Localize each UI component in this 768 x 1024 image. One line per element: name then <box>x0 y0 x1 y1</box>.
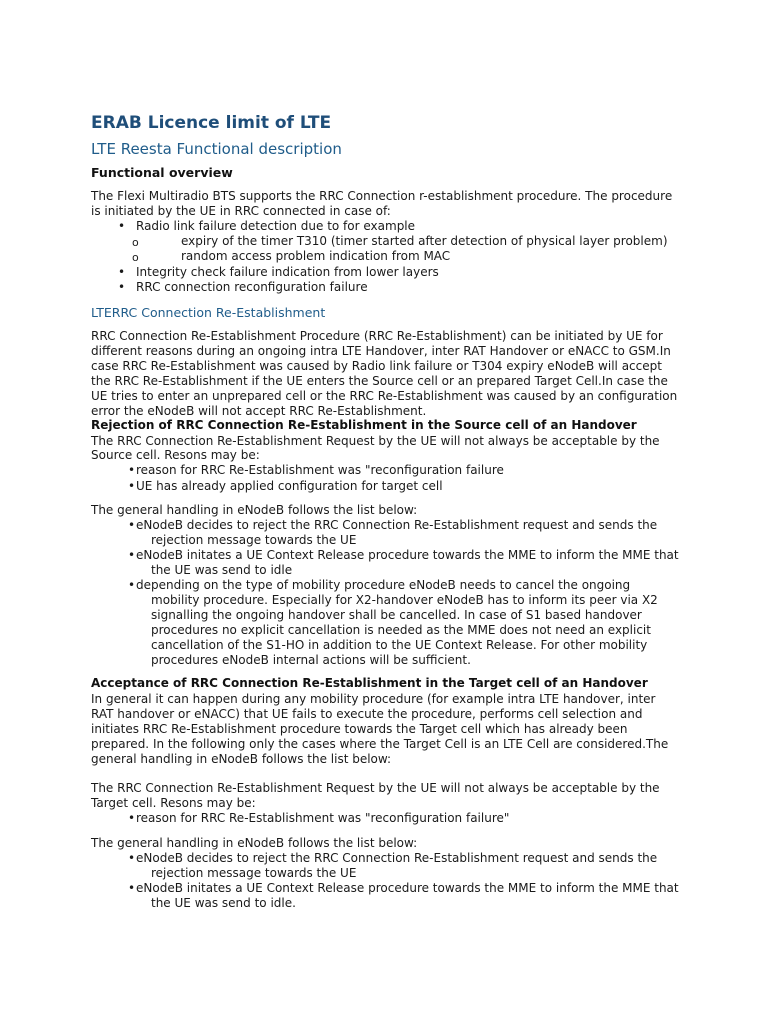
list-item: Radio link failure detection due to for example <box>136 219 416 233</box>
paragraph-line: RRC Connection Re-Establishment Procedure (RRC Re-Establishment) can be initiated by UE for <box>91 329 663 343</box>
list-item-continuation: signalling the ongoing handover shall be cancelled. In case of S1 based handover <box>151 608 642 622</box>
list-item: reason for RRC Re-Establishment was "reconfiguration failure <box>136 463 504 477</box>
paragraph-line: Source cell. Resons may be: <box>91 448 260 462</box>
list-item-continuation: the UE was send to idle <box>151 563 293 577</box>
list-item: depending on the type of mobility procedure eNodeB needs to cancel the ongoing <box>136 578 631 592</box>
bullet-icon: • <box>118 219 126 233</box>
paragraph-line: In general it can happen during any mobility procedure (for example intra LTE handover, inter <box>91 692 656 706</box>
section-heading-acceptance: Acceptance of RRC Connection Re-Establishment in the Target cell of an Handover <box>91 676 648 690</box>
bullet-icon: • <box>128 463 136 477</box>
page-subtitle: LTE Reesta Functional description <box>91 140 342 158</box>
paragraph-line: is initiated by the UE in RRC connected in case of: <box>91 204 391 218</box>
list-item: RRC connection reconfiguration failure <box>136 280 368 294</box>
paragraph-line: the RRC Re-Establishment if the UE enters the Source cell or an prepared Target Cell.In case the <box>91 374 668 388</box>
list-item: eNodeB decides to reject the RRC Connection Re-Establishment request and sends the <box>136 518 658 532</box>
list-item-continuation: procedures no explicit cancellation is needed as the MME does not need an explicit <box>151 623 651 637</box>
paragraph-line: The RRC Connection Re-Establishment Request by the UE will not always be acceptable by the <box>91 434 660 448</box>
bullet-icon: • <box>128 578 136 592</box>
list-item: expiry of the timer T310 (timer started after detection of physical layer problem) <box>181 234 668 248</box>
list-item-continuation: the UE was send to idle. <box>151 896 296 910</box>
paragraph-line: error the eNodeB will not accept RRC Re-Establishment. <box>91 404 427 418</box>
paragraph-line: initiates RRC Re-Establishment procedure towards the Target cell which has already been <box>91 722 628 736</box>
paragraph-line: The general handling in eNodeB follows the list below: <box>91 836 418 850</box>
paragraph-line: Target cell. Resons may be: <box>91 796 256 810</box>
bullet-icon: • <box>128 811 136 825</box>
bullet-icon: • <box>118 280 126 294</box>
list-item: eNodeB initates a UE Context Release procedure towards the MME to inform the MME that <box>136 548 679 562</box>
list-item-continuation: cancellation of the S1-HO in addition to the UE Context Release. For other mobility <box>151 638 648 652</box>
bullet-icon: • <box>118 265 126 279</box>
paragraph-line: UE tries to enter an unprepared cell or the RRC Re-Establishment was caused by an configuration <box>91 389 678 403</box>
bullet-icon: • <box>128 881 136 895</box>
bullet-icon: • <box>128 548 136 562</box>
list-item-continuation: rejection message towards the UE <box>151 533 357 547</box>
paragraph-line: The RRC Connection Re-Establishment Request by the UE will not always be acceptable by the <box>91 781 660 795</box>
circle-bullet-icon: o <box>132 236 139 249</box>
paragraph-line: different reasons during an ongoing intra LTE Handover, inter RAT Handover or eNACC to GSM.In <box>91 344 671 358</box>
paragraph-line: The general handling in eNodeB follows the list below: <box>91 503 418 517</box>
paragraph-line: RAT handover or eNACC) that UE fails to execute the procedure, performs cell selection and <box>91 707 643 721</box>
section-heading-rejection: Rejection of RRC Connection Re-Establishment in the Source cell of an Handover <box>91 418 637 432</box>
list-item: eNodeB initates a UE Context Release procedure towards the MME to inform the MME that <box>136 881 679 895</box>
list-item: Integrity check failure indication from lower layers <box>136 265 439 279</box>
paragraph-line: The Flexi Multiradio BTS supports the RRC Connection r-establishment procedure. The procedure <box>91 189 673 203</box>
list-item: random access problem indication from MAC <box>181 249 451 263</box>
section-heading-functional-overview: Functional overview <box>91 165 233 180</box>
section-heading-lterrc: LTERRC Connection Re-Establishment <box>91 305 326 320</box>
paragraph-line: prepared. In the following only the cases where the Target Cell is an LTE Cell are considered.The <box>91 737 669 751</box>
bullet-icon: • <box>128 851 136 865</box>
list-item: eNodeB decides to reject the RRC Connection Re-Establishment request and sends the <box>136 851 658 865</box>
list-item-continuation: mobility procedure. Especially for X2-handover eNodeB has to inform its peer via X2 <box>151 593 658 607</box>
list-item: UE has already applied configuration for target cell <box>136 479 443 493</box>
bullet-icon: • <box>128 518 136 532</box>
list-item-continuation: rejection message towards the UE <box>151 866 357 880</box>
list-item: reason for RRC Re-Establishment was "reconfiguration failure" <box>136 811 510 825</box>
circle-bullet-icon: o <box>132 251 139 264</box>
list-item-continuation: procedures eNodeB internal actions will be sufficient. <box>151 653 471 667</box>
page-title: ERAB Licence limit of LTE <box>91 113 332 133</box>
paragraph-line: general handling in eNodeB follows the list below: <box>91 752 392 766</box>
bullet-icon: • <box>128 479 136 493</box>
paragraph-line: case RRC Re-Establishment was caused by Radio link failure or T304 expiry eNodeB will accept <box>91 359 662 373</box>
